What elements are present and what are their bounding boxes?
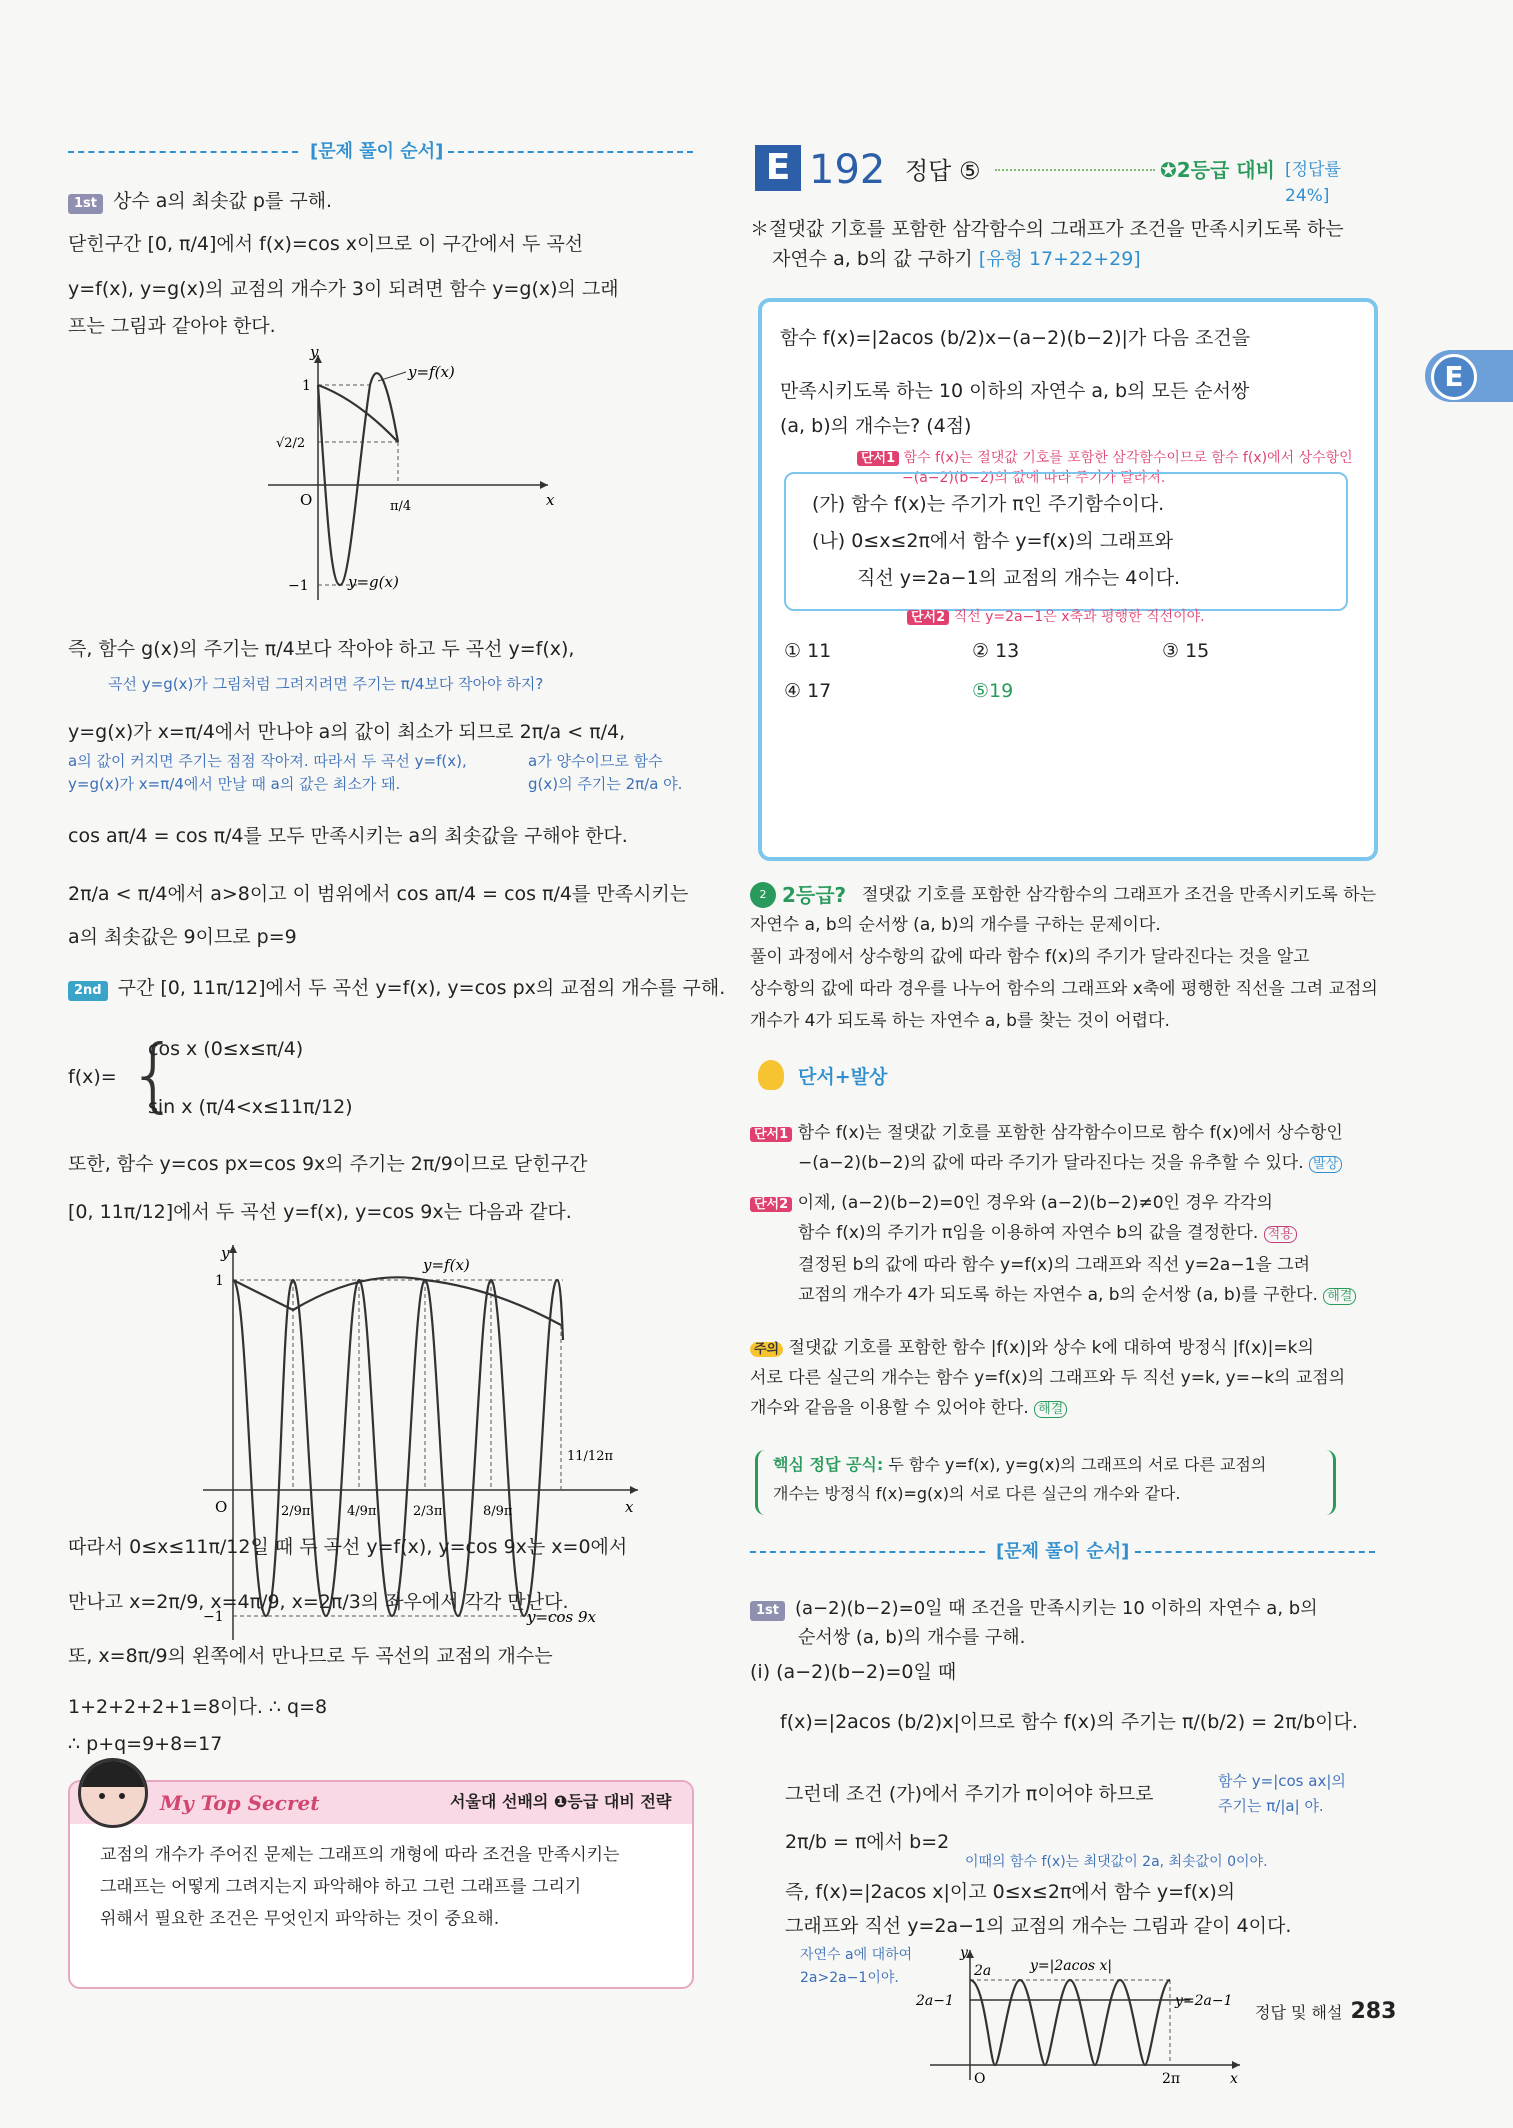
warning-note: 주의 절댓값 기호를 포함한 함수 |f(x)|와 상수 k에 대하여 방정식 |f(x)|=k의 bbox=[750, 1335, 1314, 1361]
piecewise-case-1: cos x (0≤x≤π/4) bbox=[148, 1038, 304, 1060]
why-grade2-icon: 2 bbox=[750, 882, 776, 908]
tick-one: 1 bbox=[215, 1273, 224, 1289]
secret-line: 교점의 개수가 주어진 문제는 그래프의 개형에 따라 조건을 만족시키는 bbox=[100, 1845, 620, 1865]
why-text: 자연수 a, b의 순서쌍 (a, b)의 개수를 구하는 문제이다. bbox=[750, 915, 1161, 935]
section-title: [문제 풀이 순서] bbox=[304, 138, 449, 166]
grade-label: ✪2등급 대비 bbox=[1160, 158, 1275, 182]
solution-line: 그런데 조건 (가)에서 주기가 π이어야 하므로 bbox=[785, 1783, 1154, 1805]
annotation: 2a>2a−1이야. bbox=[800, 1970, 899, 1986]
text-line: 1+2+2+2+1=8이다. ∴ q=8 bbox=[68, 1696, 328, 1718]
lightbulb-icon bbox=[758, 1060, 784, 1090]
annotation: 곡선 y=g(x)가 그림처럼 그려지려면 주기는 π/4보다 작아야 하지? bbox=[108, 675, 544, 693]
step-badge: 2nd bbox=[68, 981, 108, 1001]
annotation: y=g(x)가 x=π/4에서 만날 때 a의 값은 최소가 돼. bbox=[68, 775, 401, 793]
clue-1-cont: −(a−2)(b−2)의 값에 따라 주기가 달라진다는 것을 유추할 수 있다. 발상 bbox=[798, 1150, 1342, 1176]
text-line: 프는 그림과 같아야 한다. bbox=[68, 315, 276, 337]
step-text: (a−2)(b−2)=0일 때 조건을 만족시키는 10 이하의 자연수 a, b의 bbox=[795, 1598, 1318, 1619]
section-header-solution-order bbox=[750, 1540, 1380, 1564]
tick-8-9-pi: 8/9π bbox=[483, 1504, 513, 1519]
secret-line: 위해서 필요한 조건은 무엇인지 파악하는 것이 중요해. bbox=[100, 1909, 500, 1929]
page-footer bbox=[1255, 1995, 1396, 2029]
step-badge: 1st bbox=[750, 1601, 785, 1621]
step-text-cont: 순서쌍 (a, b)의 개수를 구해. bbox=[798, 1627, 1026, 1648]
tick-11-12-pi: 11/12π bbox=[567, 1449, 614, 1464]
avatar bbox=[78, 1758, 148, 1828]
text-line: [0, 11π/12]에서 두 곡선 y=f(x), y=cos 9x는 다음과 같다. bbox=[68, 1201, 572, 1223]
piecewise-lhs: f(x)= bbox=[68, 1066, 117, 1088]
tick-2a-1: 2a−1 bbox=[916, 1993, 954, 2009]
condition-b: (나) 0≤x≤2π에서 함수 y=f(x)의 그래프와 bbox=[812, 530, 1174, 552]
step-text: 구간 [0, 11π/12]에서 두 곡선 y=f(x), y=cos px의 교점의 개수를 구해. bbox=[117, 977, 726, 999]
tick-2-3-pi: 2/3π bbox=[413, 1504, 443, 1519]
axis-x-label: x bbox=[546, 491, 555, 509]
graph-abs-2acos bbox=[910, 1945, 1270, 2085]
curve-label-g: y=g(x) bbox=[348, 573, 399, 591]
side-tab-label: E bbox=[1431, 354, 1477, 400]
line-label: y=2a−1 bbox=[1175, 1993, 1233, 2009]
solution-line: f(x)=|2acos (b/2)x|이므로 함수 f(x)의 주기는 π/(b/2) = 2π/b이다. bbox=[780, 1711, 1358, 1733]
footer-label: 정답 및 해설 bbox=[1255, 2003, 1343, 2022]
chapter-side-tab bbox=[1425, 350, 1513, 402]
curve-label: y=|2acos x| bbox=[1030, 1958, 1113, 1974]
annotation: a가 양수이므로 함수 bbox=[528, 752, 663, 770]
text-line: ∴ p+q=9+8=17 bbox=[68, 1733, 223, 1755]
problem-intro: ＊절댓값 기호를 포함한 삼각함수의 그래프가 조건을 만족시키도록 하는 bbox=[750, 218, 1344, 240]
text-line: y=f(x), y=g(x)의 교점의 개수가 3이 되려면 함수 y=g(x)의 그래 bbox=[68, 278, 619, 300]
annotation: 자연수 a에 대하여 bbox=[800, 1947, 913, 1963]
curve-label-f: y=f(x) bbox=[408, 363, 455, 381]
step-badge: 1st bbox=[68, 194, 103, 214]
why-text: 절댓값 기호를 포함한 삼각함수의 그래프가 조건을 만족시키도록 하는 bbox=[862, 885, 1377, 905]
problem-text: 함수 f(x)=|2acos (b/2)x−(a−2)(b−2)|가 다음 조건을 bbox=[780, 327, 1251, 349]
why-text: 풀이 과정에서 상수항의 값에 따라 함수 f(x)의 주기가 달라진다는 것을 알고 bbox=[750, 947, 1310, 967]
annotation: g(x)의 주기는 2π/a 야. bbox=[528, 775, 683, 793]
axis-y-label: y bbox=[221, 1244, 230, 1262]
hint-1-cont: −(a−2)(b−2)의 값에 따라 주기가 달라져. bbox=[902, 470, 1166, 486]
case-heading: (i) (a−2)(b−2)=0일 때 bbox=[750, 1661, 957, 1683]
annotation: 주기는 π/|a| 야. bbox=[1218, 1797, 1324, 1815]
tick-2-9-pi: 2/9π bbox=[281, 1504, 311, 1519]
text-line: 닫힌구간 [0, π/4]에서 f(x)=cos x이므로 이 구간에서 두 곡선 bbox=[68, 233, 584, 255]
curve-label-cos9x: y=cos 9x bbox=[527, 1608, 596, 1626]
tick-2a: 2a bbox=[974, 1963, 992, 1979]
step2-line bbox=[68, 974, 725, 1003]
my-top-secret-box bbox=[68, 1780, 694, 1989]
tick-2pi: 2π bbox=[1162, 2071, 1181, 2085]
tick-minus-one: −1 bbox=[288, 578, 309, 594]
text-line: a의 최솟값은 9이므로 p=9 bbox=[68, 926, 297, 948]
origin-label: O bbox=[974, 2071, 986, 2085]
key-formula bbox=[755, 1450, 1336, 1515]
tick-sqrt2-2: √2/2 bbox=[276, 436, 306, 451]
secret-subtitle: 서울대 선배의 ❶등급 대비 전략 bbox=[450, 1792, 672, 1811]
why-grade2-title: 2등급? bbox=[782, 883, 847, 907]
axis-y-label: y bbox=[960, 1945, 968, 1961]
text-line: 2π/a < π/4에서 a>8이고 이 범위에서 cos aπ/4 = cos π/4를 만족시키는 bbox=[68, 883, 689, 905]
clue-2-cont: 교점의 개수가 4가 되도록 하는 자연수 a, b의 순서쌍 (a, b)를 구한다. 해결 bbox=[798, 1282, 1356, 1308]
why-text: 개수가 4가 되도록 하는 자연수 a, b를 찾는 것이 어렵다. bbox=[750, 1011, 1170, 1031]
answer-label: 정답 ⑤ bbox=[905, 157, 981, 185]
clue-section-title: 단서+발상 bbox=[798, 1066, 888, 1088]
section-title: [문제 풀이 순서] bbox=[990, 1538, 1135, 1566]
piecewise-definition: f(x)= { cos x (0≤x≤π/4) sin x (π/4<x≤11π/12) bbox=[68, 1028, 353, 1121]
key-formula-line: 핵심 정답 공식: 두 함수 y=f(x), y=g(x)의 그래프의 서로 다른 교점의 bbox=[773, 1455, 1267, 1474]
choice-4[interactable]: ④ 17 bbox=[784, 680, 832, 702]
clue-2: 단서2 이제, (a−2)(b−2)=0인 경우와 (a−2)(b−2)≠0인 경우 각각의 bbox=[750, 1190, 1273, 1216]
solution-line: 2π/b = π에서 b=2 bbox=[785, 1831, 950, 1853]
step1-line bbox=[750, 1595, 1318, 1623]
chapter-badge: E bbox=[755, 145, 801, 191]
tick-one: 1 bbox=[302, 378, 311, 394]
text-line: 또한, 함수 y=cos px=cos 9x의 주기는 2π/9이므로 닫힌구간 bbox=[68, 1153, 588, 1175]
condition-a: (가) 함수 f(x)는 주기가 π인 주기함수이다. bbox=[812, 493, 1165, 515]
solution-line: 그래프와 직선 y=2a−1의 교점의 개수는 그림과 같이 4이다. bbox=[785, 1915, 1292, 1937]
condition-b-cont: 직선 y=2a−1의 교점의 개수는 4이다. bbox=[857, 567, 1181, 589]
warning-note-cont: 서로 다른 실근의 개수는 함수 y=f(x)의 그래프와 두 직선 y=k, y=−k의 교점의 bbox=[750, 1368, 1346, 1388]
text-line: y=g(x)가 x=π/4에서 만나야 a의 값이 최소가 되므로 2π/a < π/4, bbox=[68, 721, 626, 743]
why-text: 상수항의 값에 따라 경우를 나누어 함수의 그래프와 x축에 평행한 직선을 그려 교점의 bbox=[750, 979, 1378, 999]
text-line: 또, x=8π/9의 왼쪽에서 만나므로 두 곡선의 교점의 개수는 bbox=[68, 1645, 553, 1667]
step-text: 상수 a의 최솟값 p를 구해. bbox=[113, 190, 333, 212]
curve-label-f: y=f(x) bbox=[423, 1256, 470, 1274]
axis-x-label: x bbox=[625, 1498, 634, 1516]
choice-3[interactable]: ③ 15 bbox=[1162, 640, 1210, 662]
problem-header bbox=[755, 145, 1385, 207]
axis-x-label: x bbox=[1230, 2071, 1238, 2085]
choice-2[interactable]: ② 13 bbox=[972, 640, 1020, 662]
problem-text: 만족시키도록 하는 10 이하의 자연수 a, b의 모든 순서쌍 bbox=[780, 380, 1250, 402]
origin-label: O bbox=[215, 1498, 228, 1516]
clue-1: 단서1 함수 f(x)는 절댓값 기호를 포함한 삼각함수이므로 함수 f(x)에서 상수항인 bbox=[750, 1120, 1343, 1146]
problem-text: (a, b)의 개수는? (4점) bbox=[780, 415, 972, 437]
problem-box bbox=[758, 298, 1378, 861]
annotation: 이때의 함수 f(x)는 최댓값이 2a, 최솟값이 0이야. bbox=[965, 1854, 1268, 1870]
choice-5-correct[interactable]: ⑤19 bbox=[972, 680, 1014, 702]
text-line: 만나고 x=2π/9, x=4π/9, x=2π/3의 좌우에서 각각 만난다. bbox=[68, 1591, 569, 1613]
choice-1[interactable]: ① 11 bbox=[784, 640, 832, 662]
text-line: cos aπ/4 = cos π/4를 모두 만족시키는 a의 최솟값을 구해야 한다. bbox=[68, 825, 628, 847]
text-line: 즉, 함수 g(x)의 주기는 π/4보다 작아야 하고 두 곡선 y=f(x), bbox=[68, 638, 575, 660]
origin-label: O bbox=[300, 491, 313, 509]
tick-4-9-pi: 4/9π bbox=[347, 1504, 377, 1519]
tick-minus-one: −1 bbox=[203, 1609, 224, 1625]
clue-2-cont: 결정된 b의 값에 따라 함수 y=f(x)의 그래프와 직선 y=2a−1을 그려 bbox=[798, 1255, 1311, 1275]
annotation: a의 값이 커지면 주기는 점점 작아져. 따라서 두 곡선 y=f(x), bbox=[68, 752, 467, 770]
solution-line: 즉, f(x)=|2acos x|이고 0≤x≤2π에서 함수 y=f(x)의 bbox=[785, 1881, 1236, 1903]
hint-2: 단서2 직선 y=2a−1은 x축과 평행한 직선이야. bbox=[907, 607, 1205, 629]
page-number: 283 bbox=[1350, 1999, 1397, 2024]
step1-line bbox=[68, 187, 332, 216]
problem-intro-2: 자연수 a, b의 값 구하기 [유형 17+22+29] bbox=[772, 248, 1141, 270]
graph-f-g bbox=[258, 345, 558, 610]
clue-2-cont: 함수 f(x)의 주기가 π임을 이용하여 자연수 b의 값을 결정한다. 적용 bbox=[798, 1220, 1297, 1246]
piecewise-case-2: sin x (π/4<x≤11π/12) bbox=[148, 1096, 353, 1118]
secret-title: My Top Secret bbox=[160, 1791, 320, 1815]
accuracy-rate: [정답률 24%] bbox=[1285, 160, 1341, 207]
section-header-solution-order bbox=[68, 140, 693, 164]
problem-number: 192 bbox=[809, 147, 886, 193]
warning-note-cont: 개수와 같음을 이용할 수 있어야 한다. 해결 bbox=[750, 1395, 1067, 1421]
hint-1: 단서1 함수 f(x)는 절댓값 기호를 포함한 삼각함수이므로 함수 f(x)에서 상수항인 bbox=[857, 448, 1353, 470]
annotation: 함수 y=|cos ax|의 bbox=[1218, 1772, 1346, 1790]
key-formula-line: 개수는 방정식 f(x)=g(x)의 서로 다른 실근의 개수와 같다. bbox=[773, 1484, 1181, 1503]
axis-y-label: y bbox=[310, 345, 319, 361]
tick-pi-4: π/4 bbox=[390, 499, 412, 514]
text-line: 따라서 0≤x≤11π/12일 때 두 곡선 y=f(x), y=cos 9x는 x=0에서 bbox=[68, 1536, 628, 1558]
secret-line: 그래프는 어떻게 그려지는지 파악해야 하고 그런 그래프를 그리기 bbox=[100, 1877, 582, 1897]
